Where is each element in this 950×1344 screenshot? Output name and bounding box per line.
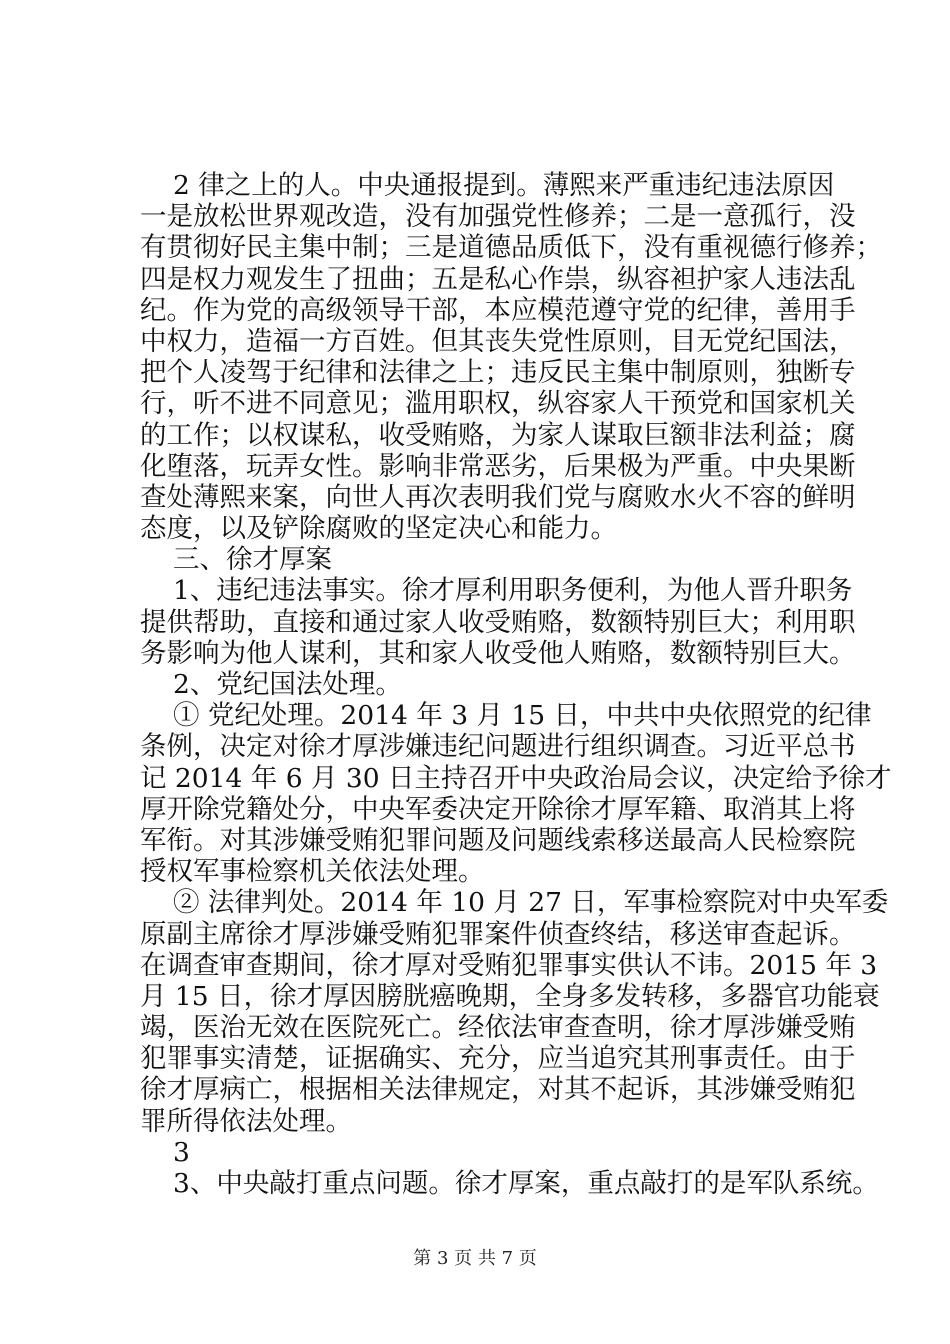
paragraph-line: 行，听不进不同意见；滥用职权，纵容家人干预党和国家机关 bbox=[140, 388, 856, 420]
subsection-heading: 2、党纪国法处理。 bbox=[173, 669, 402, 700]
paragraph-line: 记 2014 年 6 月 30 日主持召开中央政治局会议，决定给予徐才 bbox=[140, 762, 892, 794]
paragraph-line: 3、中央敲打重点问题。徐才厚案，重点敲打的是军队系统。 bbox=[173, 1168, 879, 1199]
paragraph-line: 纪。作为党的高级领导干部，本应模范遵守党的纪律，善用手 bbox=[140, 294, 856, 326]
paragraph-line: 原副主席徐才厚涉嫌受贿犯罪案件侦查终结，移送审查起诉。 bbox=[140, 918, 856, 950]
paragraph-line: ② 法律判处。2014 年 10 月 27 日，军事检察院对中央军委 bbox=[173, 887, 889, 919]
paragraph-line: 提供帮助，直接和通过家人收受贿赂，数额特别巨大；利用职 bbox=[140, 606, 856, 638]
paragraph-line: ① 党纪处理。2014 年 3 月 15 日，中共中央依照党的纪律 bbox=[173, 700, 872, 732]
paragraph-line: 徐才厚病亡，根据相关法律规定，对其不起诉，其涉嫌受贿犯 bbox=[140, 1074, 856, 1106]
inline-page-number: 3 bbox=[173, 1136, 190, 1168]
paragraph-line: 犯罪事实清楚，证据确实、充分，应当追究其刑事责任。由于 bbox=[140, 1043, 856, 1075]
paragraph-line: 中权力，造福一方百姓。但其丧失党性原则，目无党纪国法， bbox=[140, 325, 856, 357]
page-footer bbox=[0, 1244, 950, 1270]
paragraph-line: 四是权力观发生了扭曲；五是私心作祟，纵容袒护家人违法乱 bbox=[140, 263, 856, 295]
paragraph-line: 态度，以及铲除腐败的坚定决心和能力。 bbox=[140, 513, 617, 545]
paragraph-line: 化堕落，玩弄女性。影响非常恶劣，后果极为严重。中央果断 bbox=[140, 450, 856, 482]
paragraph-line: 务影响为他人谋利，其和家人收受他人贿赂，数额特别巨大。 bbox=[140, 637, 856, 669]
paragraph-line: 授权军事检察机关依法处理。 bbox=[140, 856, 485, 888]
paragraph-line: 有贯彻好民主集中制；三是道德品质低下，没有重视德行修养； bbox=[140, 232, 882, 264]
paragraph-line: 2 律之上的人。中央通报提到。薄熙来严重违纪违法原因 bbox=[173, 170, 835, 201]
paragraph-line: 1、违纪违法事实。徐才厚利用职务便利，为他人晋升职务 bbox=[173, 575, 853, 607]
paragraph-line: 军衔。对其涉嫌受贿犯罪问题及问题线索移送最高人民检察院 bbox=[140, 824, 856, 856]
paragraph-line: 厚开除党籍处分，中央军委决定开除徐才厚军籍、取消其上将 bbox=[140, 793, 856, 825]
paragraph-line: 在调查审查期间，徐才厚对受贿犯罪事实供认不讳。2015 年 3 bbox=[140, 949, 878, 981]
paragraph-line: 的工作；以权谋私，收受贿赂，为家人谋取巨额非法利益；腐 bbox=[140, 419, 856, 451]
document-body bbox=[140, 170, 892, 1199]
paragraph-line: 竭，医治无效在医院死亡。经依法审查查明，徐才厚涉嫌受贿 bbox=[140, 1012, 856, 1044]
paragraph-line: 月 15 日，徐才厚因膀胱癌晚期，全身多发转移，多器官功能衰 bbox=[140, 980, 880, 1012]
paragraph-line: 查处薄熙来案，向世人再次表明我们党与腐败水火不容的鲜明 bbox=[140, 481, 856, 513]
page-indicator: 第 3 页 共 7 页 bbox=[413, 1248, 537, 1269]
paragraph-line: 条例，决定对徐才厚涉嫌违纪问题进行组织调查。习近平总书 bbox=[140, 731, 856, 763]
paragraph-line: 罪所得依法处理。 bbox=[140, 1105, 352, 1137]
paragraph-line: 把个人凌驾于纪律和法律之上；违反民主集中制原则，独断专 bbox=[140, 357, 856, 389]
paragraph-line: 一是放松世界观改造，没有加强党性修养；二是一意孤行，没 bbox=[140, 201, 856, 233]
section-heading: 三、徐才厚案 bbox=[173, 544, 332, 576]
